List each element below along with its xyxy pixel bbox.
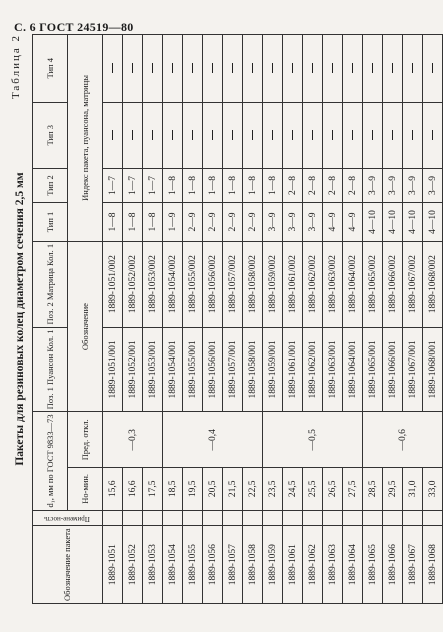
table-row <box>423 35 443 604</box>
d1-nominal: 15,6 <box>103 468 123 510</box>
header-type4: Тип 4 <box>33 35 68 103</box>
dash-mark <box>332 130 333 140</box>
table-row <box>223 35 243 604</box>
applicability-cell <box>283 510 303 526</box>
package-code: 1889-1058 <box>243 526 263 604</box>
d1-nominal: 28,5 <box>363 468 383 510</box>
d1-nominal: 19,5 <box>183 468 203 510</box>
header-d1-nominal: Но-мин. <box>68 468 103 510</box>
package-code: 1889-1051 <box>103 526 123 604</box>
matrix-designation: 1889-1052/002 <box>123 241 143 327</box>
dash-mark <box>432 130 433 140</box>
dash-mark <box>332 63 333 73</box>
package-code: 1889-1061 <box>283 526 303 604</box>
applicability-cell <box>363 510 383 526</box>
dash-mark <box>292 130 293 140</box>
punch-designation: 1889-1055/001 <box>183 327 203 412</box>
type2-index: 2—8 <box>283 168 303 202</box>
matrix-designation: 1889-1058/002 <box>243 241 263 327</box>
dash-mark <box>372 63 373 73</box>
dash-mark <box>132 130 133 140</box>
header-type-note: Индекс пакета, пуансона, матрицы <box>68 35 103 242</box>
type4-cell <box>323 35 343 103</box>
d1-deviation: —0,3 <box>103 412 163 468</box>
type1-index: 3—9 <box>263 203 283 242</box>
punch-designation: 1889-1062/001 <box>303 327 323 412</box>
type3-cell <box>183 102 203 168</box>
type1-index: 1—8 <box>103 203 123 242</box>
type2-index: 1—7 <box>123 168 143 202</box>
table-row <box>163 35 183 604</box>
d1-deviation: —0,5 <box>263 412 363 468</box>
d1-nominal: 23,5 <box>263 468 283 510</box>
matrix-designation: 1889-1055/002 <box>183 241 203 327</box>
type3-cell <box>343 102 363 168</box>
dash-mark <box>312 130 313 140</box>
header-pos-designation: Обозначение <box>68 241 103 411</box>
type2-index: 3—9 <box>383 168 403 202</box>
dash-mark <box>312 63 313 73</box>
type3-cell <box>223 102 243 168</box>
type1-index: 4—10 <box>363 203 383 242</box>
type2-index: 1—8 <box>183 168 203 202</box>
d1-nominal: 26,5 <box>323 468 343 510</box>
package-code: 1889-1062 <box>303 526 323 604</box>
header-designation: Обозначение пакета <box>33 526 103 604</box>
type4-cell <box>283 35 303 103</box>
dash-mark <box>392 130 393 140</box>
matrix-designation: 1889-1064/002 <box>343 241 363 327</box>
d1-nominal: 31,0 <box>403 468 423 510</box>
punch-designation: 1889-1061/001 <box>283 327 303 412</box>
d1-nominal: 21,5 <box>223 468 243 510</box>
packages-table <box>32 34 443 604</box>
rotated-table-area <box>8 34 438 604</box>
dash-mark <box>232 63 233 73</box>
matrix-designation: 1889-1066/002 <box>383 241 403 327</box>
type2-index: 3—9 <box>403 168 423 202</box>
table-title: Пакеты для резиновых колец диаметром сечения 2,5 мм <box>14 172 26 466</box>
type3-cell <box>143 102 163 168</box>
table-row <box>283 35 303 604</box>
package-code: 1889-1068 <box>423 526 443 604</box>
applicability-cell <box>123 510 143 526</box>
dash-mark <box>412 63 413 73</box>
matrix-designation: 1889-1056/002 <box>203 241 223 327</box>
table-row <box>203 35 223 604</box>
applicability-cell <box>343 510 363 526</box>
type4-cell <box>143 35 163 103</box>
dash-mark <box>412 130 413 140</box>
dash-mark <box>292 63 293 73</box>
type3-cell <box>383 102 403 168</box>
type2-index: 1—8 <box>243 168 263 202</box>
applicability-cell <box>323 510 343 526</box>
applicability-cell <box>383 510 403 526</box>
dash-mark <box>112 130 113 140</box>
table-row <box>383 35 403 604</box>
package-code: 1889-1065 <box>363 526 383 604</box>
page-header: С. 6 ГОСТ 24519—80 <box>14 20 134 34</box>
type3-cell <box>423 102 443 168</box>
type3-cell <box>103 102 123 168</box>
package-code: 1889-1066 <box>383 526 403 604</box>
matrix-designation: 1889-1067/002 <box>403 241 423 327</box>
type1-index: 2—9 <box>183 203 203 242</box>
matrix-designation: 1889-1057/002 <box>223 241 243 327</box>
package-code: 1889-1064 <box>343 526 363 604</box>
applicability-cell <box>403 510 423 526</box>
type4-cell <box>183 35 203 103</box>
table-row <box>243 35 263 604</box>
type4-cell <box>123 35 143 103</box>
dash-mark <box>352 63 353 73</box>
punch-designation: 1889-1057/001 <box>223 327 243 412</box>
header-d1-deviation: Пред. откл. <box>68 412 103 468</box>
table-row <box>323 35 343 604</box>
package-code: 1889-1059 <box>263 526 283 604</box>
type2-index: 2—8 <box>303 168 323 202</box>
type1-index: 2—9 <box>203 203 223 242</box>
header-type2: Тип 2 <box>33 168 68 202</box>
type4-cell <box>403 35 423 103</box>
type3-cell <box>243 102 263 168</box>
d1-nominal: 20,5 <box>203 468 223 510</box>
type2-index: 3—9 <box>363 168 383 202</box>
d1-nominal: 16,6 <box>123 468 143 510</box>
type1-index: 2—9 <box>243 203 263 242</box>
matrix-designation: 1889-1063/002 <box>323 241 343 327</box>
type3-cell <box>123 102 143 168</box>
applicability-cell <box>163 510 183 526</box>
table-row <box>263 35 283 604</box>
package-code: 1889-1056 <box>203 526 223 604</box>
type2-index: 1—7 <box>103 168 123 202</box>
dash-mark <box>252 130 253 140</box>
type2-index: 2—8 <box>343 168 363 202</box>
applicability-cell <box>243 510 263 526</box>
d1-deviation: —0,4 <box>163 412 263 468</box>
dash-mark <box>352 130 353 140</box>
d1-nominal: 25,5 <box>303 468 323 510</box>
dash-mark <box>212 130 213 140</box>
d1-nominal: 33,0 <box>423 468 443 510</box>
type1-index: 4—10 <box>423 203 443 242</box>
type4-cell <box>363 35 383 103</box>
package-code: 1889-1053 <box>143 526 163 604</box>
punch-designation: 1889-1064/001 <box>343 327 363 412</box>
dash-mark <box>372 130 373 140</box>
type2-index: 1—8 <box>263 168 283 202</box>
dash-mark <box>112 63 113 73</box>
header-type1: Тип 1 <box>33 203 68 242</box>
package-code: 1889-1063 <box>323 526 343 604</box>
applicability-cell <box>103 510 123 526</box>
applicability-cell <box>203 510 223 526</box>
type1-index: 4—10 <box>403 203 423 242</box>
type4-cell <box>423 35 443 103</box>
dash-mark <box>272 130 273 140</box>
punch-designation: 1889-1065/001 <box>363 327 383 412</box>
package-code: 1889-1057 <box>223 526 243 604</box>
punch-designation: 1889-1059/001 <box>263 327 283 412</box>
type4-cell <box>223 35 243 103</box>
applicability-cell <box>263 510 283 526</box>
header-pos2: Поз. 2 Матрица Кол. 1 <box>33 241 68 327</box>
dash-mark <box>152 63 153 73</box>
punch-designation: 1889-1053/001 <box>143 327 163 412</box>
type1-index: 4—9 <box>323 203 343 242</box>
type3-cell <box>363 102 383 168</box>
matrix-designation: 1889-1059/002 <box>263 241 283 327</box>
type3-cell <box>263 102 283 168</box>
table-row <box>403 35 423 604</box>
type2-index: 1—8 <box>163 168 183 202</box>
punch-designation: 1889-1067/001 <box>403 327 423 412</box>
type1-index: 1—9 <box>163 203 183 242</box>
punch-designation: 1889-1052/001 <box>123 327 143 412</box>
matrix-designation: 1889-1065/002 <box>363 241 383 327</box>
type1-index: 3—9 <box>283 203 303 242</box>
type4-cell <box>203 35 223 103</box>
applicability-cell <box>143 510 163 526</box>
package-code: 1889-1055 <box>183 526 203 604</box>
applicability-cell <box>183 510 203 526</box>
header-type3: Тип 3 <box>33 102 68 168</box>
dash-mark <box>252 63 253 73</box>
dash-mark <box>392 63 393 73</box>
table-row <box>103 35 123 604</box>
header-pos1: Поз. 1 Пуансон Кол. 1 <box>33 327 68 412</box>
matrix-designation: 1889-1053/002 <box>143 241 163 327</box>
dash-mark <box>232 130 233 140</box>
table-row <box>363 35 383 604</box>
type4-cell <box>163 35 183 103</box>
applicability-cell <box>423 510 443 526</box>
type1-index: 1—8 <box>123 203 143 242</box>
dash-mark <box>272 63 273 73</box>
applicability-cell <box>303 510 323 526</box>
type4-cell <box>243 35 263 103</box>
type1-index: 4—10 <box>383 203 403 242</box>
dash-mark <box>172 63 173 73</box>
type4-cell <box>343 35 363 103</box>
type3-cell <box>163 102 183 168</box>
type3-cell <box>323 102 343 168</box>
type1-index: 4—9 <box>343 203 363 242</box>
table-row <box>123 35 143 604</box>
type3-cell <box>283 102 303 168</box>
punch-designation: 1889-1066/001 <box>383 327 403 412</box>
header-d1: d₁, мм по ГОСТ 9833—73 <box>33 412 68 510</box>
type4-cell <box>263 35 283 103</box>
d1-nominal: 17,5 <box>143 468 163 510</box>
header-applicability: Примене-ность <box>33 510 103 526</box>
dash-mark <box>132 63 133 73</box>
type2-index: 3—9 <box>423 168 443 202</box>
package-code: 1889-1067 <box>403 526 423 604</box>
table-row <box>143 35 163 604</box>
table-row <box>183 35 203 604</box>
punch-designation: 1889-1058/001 <box>243 327 263 412</box>
dash-mark <box>432 63 433 73</box>
type1-index: 2—9 <box>223 203 243 242</box>
punch-designation: 1889-1054/001 <box>163 327 183 412</box>
type1-index: 1—8 <box>143 203 163 242</box>
dash-mark <box>212 63 213 73</box>
type4-cell <box>303 35 323 103</box>
matrix-designation: 1889-1062/002 <box>303 241 323 327</box>
matrix-designation: 1889-1054/002 <box>163 241 183 327</box>
applicability-cell <box>223 510 243 526</box>
type2-index: 1—8 <box>223 168 243 202</box>
type4-cell <box>103 35 123 103</box>
package-code: 1889-1054 <box>163 526 183 604</box>
type2-index: 2—8 <box>323 168 343 202</box>
table-label: Таблица 2 <box>10 34 22 100</box>
punch-designation: 1889-1051/001 <box>103 327 123 412</box>
dash-mark <box>172 130 173 140</box>
package-code: 1889-1052 <box>123 526 143 604</box>
matrix-designation: 1889-1051/002 <box>103 241 123 327</box>
type3-cell <box>303 102 323 168</box>
matrix-designation: 1889-1061/002 <box>283 241 303 327</box>
type3-cell <box>403 102 423 168</box>
punch-designation: 1889-1068/001 <box>423 327 443 412</box>
table-row <box>303 35 323 604</box>
punch-designation: 1889-1056/001 <box>203 327 223 412</box>
type2-index: 1—8 <box>203 168 223 202</box>
d1-nominal: 18,5 <box>163 468 183 510</box>
type1-index: 3—9 <box>303 203 323 242</box>
type2-index: 1—7 <box>143 168 163 202</box>
d1-nominal: 24,5 <box>283 468 303 510</box>
dash-mark <box>152 130 153 140</box>
table-row <box>343 35 363 604</box>
d1-nominal: 22,5 <box>243 468 263 510</box>
type3-cell <box>203 102 223 168</box>
punch-designation: 1889-1063/001 <box>323 327 343 412</box>
dash-mark <box>192 63 193 73</box>
d1-deviation: —0,6 <box>363 412 443 468</box>
dash-mark <box>192 130 193 140</box>
type4-cell <box>383 35 403 103</box>
matrix-designation: 1889-1068/002 <box>423 241 443 327</box>
d1-nominal: 27,5 <box>343 468 363 510</box>
d1-nominal: 29,5 <box>383 468 403 510</box>
